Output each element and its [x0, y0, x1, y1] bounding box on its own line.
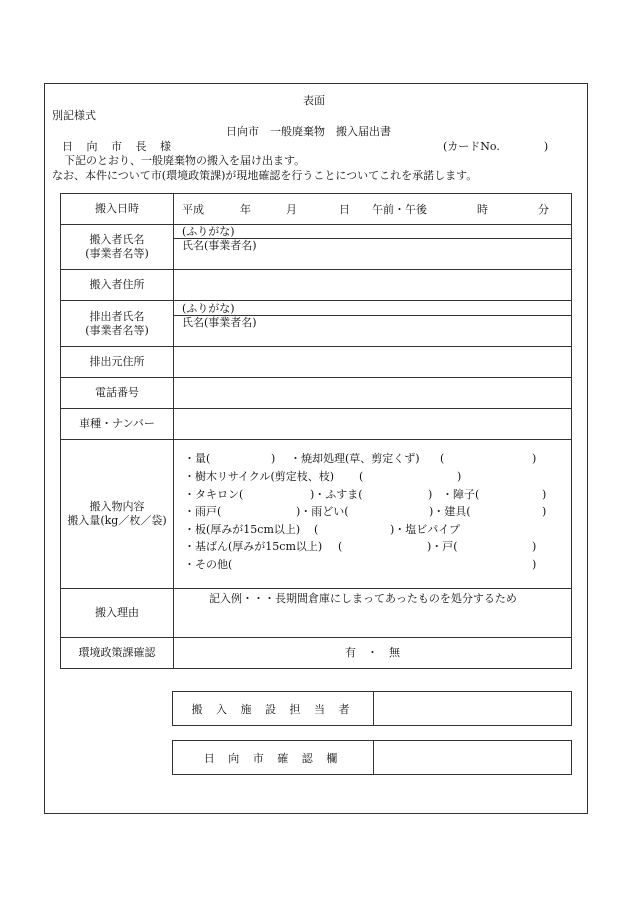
emitter-name-hint[interactable]: 氏名(事業者名)	[182, 315, 257, 329]
side-label: 表面	[303, 94, 325, 107]
day-label: 日	[339, 203, 350, 216]
addressee: 日 向 市 長 様	[62, 140, 176, 153]
phone-field[interactable]	[174, 378, 572, 409]
confirm-options[interactable]: 有 ・ 無	[174, 638, 572, 669]
declaration-table	[60, 193, 572, 669]
item-line-1: ・量( ) ・焼却処理(草、剪定くず) ( )	[184, 452, 537, 466]
facility-staff-box	[172, 691, 572, 726]
confirm-label: 環境政策課確認	[61, 638, 174, 669]
row-items	[61, 440, 572, 589]
era-label: 平成	[182, 203, 204, 216]
minute-label: 分	[538, 203, 549, 216]
row-date	[61, 194, 572, 225]
emitter-name-field[interactable]	[174, 301, 572, 347]
row-emitter-name	[61, 301, 572, 347]
vehicle-label: 車種・ナンバー	[61, 409, 174, 440]
item-line-3: ・タキロン( )・ふすま( ) ・障子( )	[184, 487, 547, 501]
row-carrier-name	[61, 225, 572, 270]
carrier-address-label: 搬入者住所	[61, 270, 174, 301]
date-field[interactable]	[174, 194, 572, 225]
row-phone	[61, 378, 572, 409]
row-reason	[61, 589, 572, 638]
card-number: (カードNo. )	[443, 140, 549, 153]
declaration-line-2: なお、本件について市(環境政策課)が現地確認を行うことについてこれを承諾します。	[52, 169, 478, 182]
month-label: 月	[286, 203, 297, 216]
year-label: 年	[240, 203, 251, 216]
carrier-furigana[interactable]: (ふりがな)	[174, 225, 571, 239]
row-vehicle	[61, 409, 572, 440]
form-label: 別記様式	[52, 109, 96, 122]
form-title: 日向市 一般廃棄物 搬入届出書	[226, 125, 391, 138]
emitter-name-label: 排出者氏名 (事業者名等)	[61, 301, 174, 347]
city-check-label: 日 向 市 確 認 欄	[173, 741, 374, 775]
item-line-5: ・板(厚みが15cm以上) ( )・塩ビパイプ	[184, 522, 460, 536]
city-check-field[interactable]	[374, 741, 572, 775]
row-origin-address	[61, 347, 572, 378]
city-check-box	[172, 740, 572, 775]
phone-label: 電話番号	[61, 378, 174, 409]
reason-label: 搬入理由	[61, 589, 174, 638]
items-field[interactable]	[174, 440, 572, 589]
item-line-4: ・雨戸( )・雨どい( )・建具( )	[184, 505, 547, 519]
carrier-name-label: 搬入者氏名 (事業者名等)	[61, 225, 174, 270]
carrier-name-field[interactable]	[174, 225, 572, 270]
row-confirm	[61, 638, 572, 669]
item-line-7: ・その他( )	[184, 557, 537, 571]
declaration-line-1: 下記のとおり、一般廃棄物の搬入を届け出ます。	[64, 154, 306, 167]
reason-example: 記入例・・・長期間倉庫にしまってあったものを処分するため	[209, 592, 517, 605]
emitter-furigana[interactable]: (ふりがな)	[174, 302, 571, 316]
reason-field[interactable]	[174, 589, 572, 638]
carrier-address-field[interactable]	[174, 270, 572, 301]
facility-staff-label: 搬 入 施 設 担 当 者	[173, 692, 374, 726]
date-label: 搬入日時	[61, 194, 174, 225]
origin-address-label: 排出元住所	[61, 347, 174, 378]
items-label: 搬入物内容 搬入量(kg／枚／袋)	[61, 440, 174, 589]
row-carrier-address	[61, 270, 572, 301]
origin-address-field[interactable]	[174, 347, 572, 378]
item-line-6: ・基ばん(厚みが15cm以上) ( )・戸( )	[184, 540, 537, 554]
vehicle-field[interactable]	[174, 409, 572, 440]
carrier-name-hint[interactable]: 氏名(事業者名)	[182, 239, 257, 252]
item-line-2: ・樹木リサイクル(剪定枝、枝) ( )	[184, 470, 462, 484]
ampm-label: 午前・午後	[372, 203, 427, 216]
hour-label: 時	[477, 203, 488, 216]
facility-staff-field[interactable]	[374, 692, 572, 726]
